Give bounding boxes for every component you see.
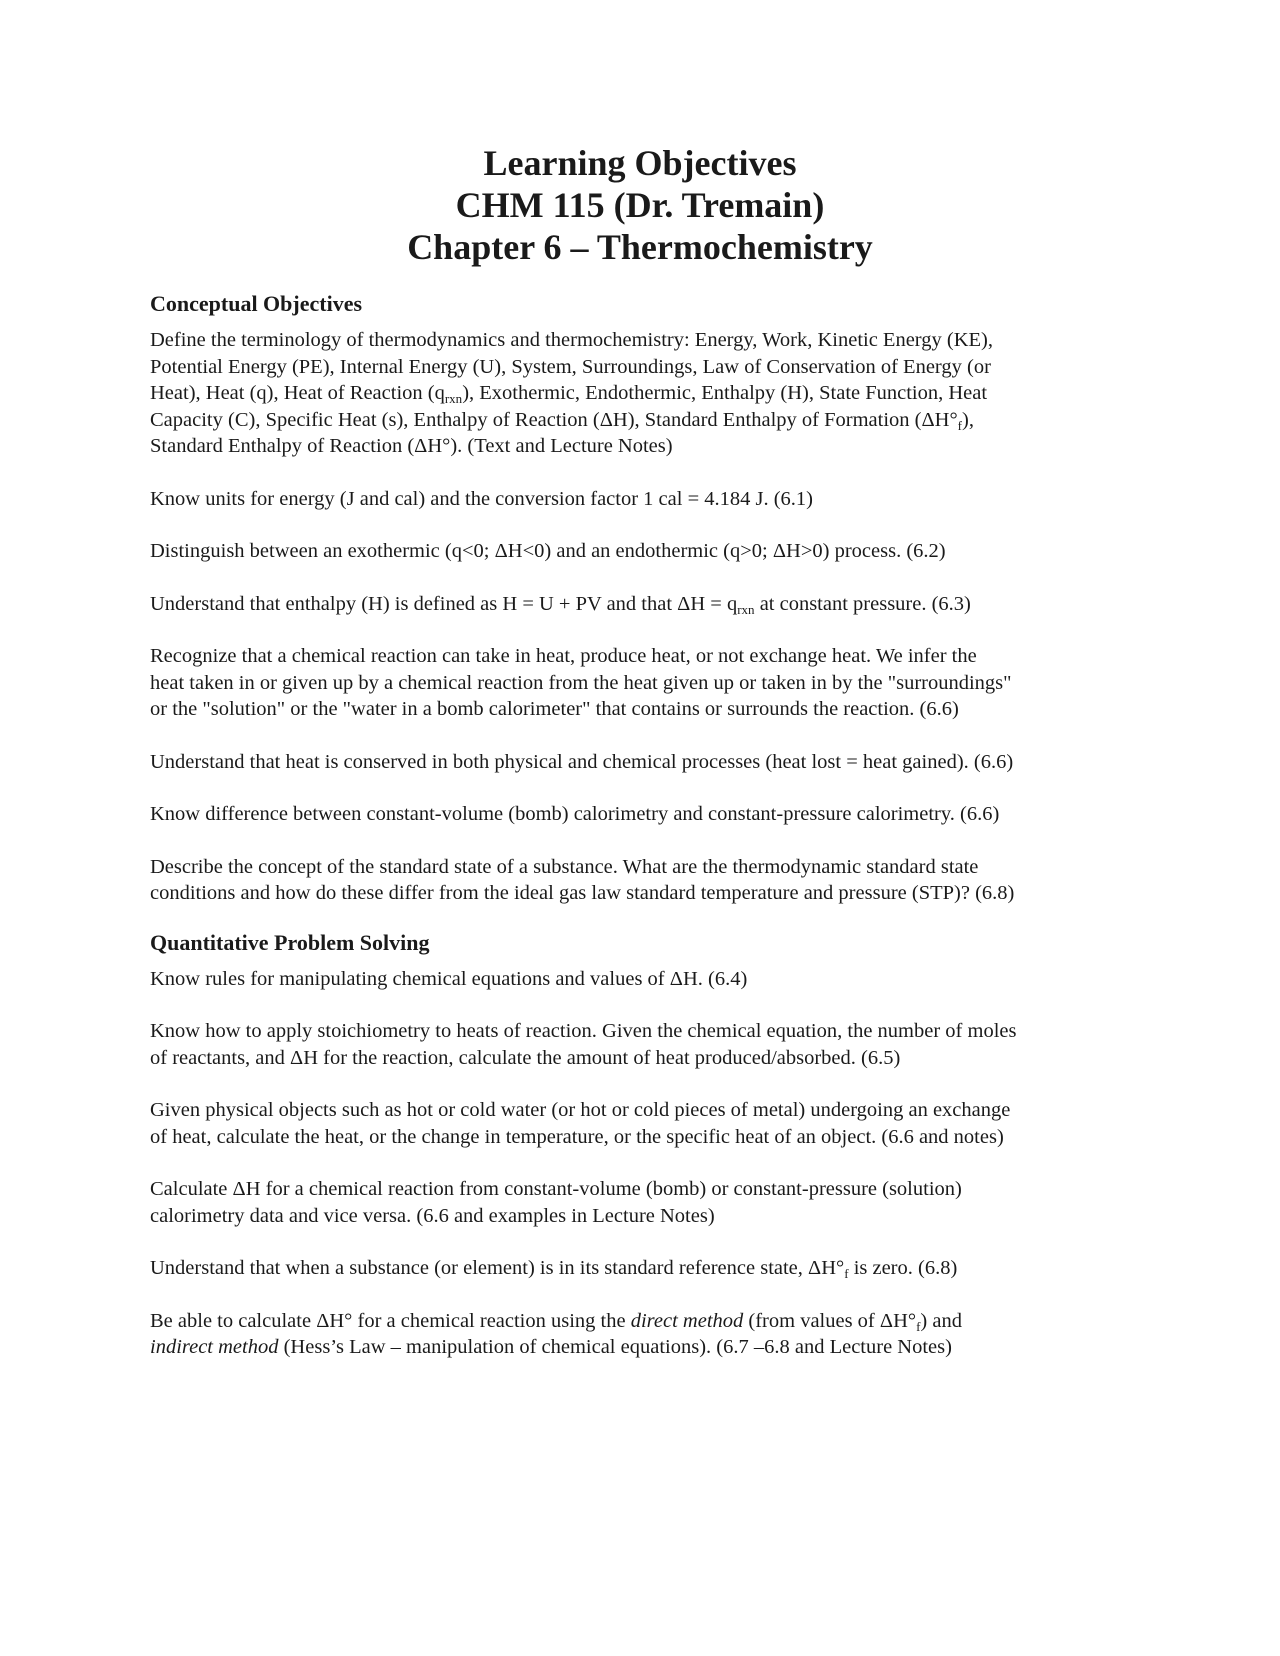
objective-calorimetry-data: Calculate ΔH for a chemical reaction from constant-volume (bomb) or constant-pressure (solution) calorimetry data and vice versa. (6.6 and examples in Lecture Notes) [150,1178,962,1227]
conceptual-objectives-heading: Conceptual Objectives [150,291,363,316]
objective-standard-reference-state: Understand that when a substance (or element) is in its standard reference state, $\Delta H^\circ_f$ is zero. (6.8) [150,1257,958,1281]
title-line-2: CHM 115 (Dr. Tremain) [455,185,825,225]
text-line: Potential Energy (PE), Internal Energy (U), System, Surroundings, Law of Conservation of Energy (or [150,355,991,378]
text-line: Define the terminology of thermodynamics and thermochemistry: Energy, Work, Kinetic Energy (KE), [150,329,993,351]
text-line: Heat), Heat (q), Heat of Reaction $(q_{rxn})$, Exothermic, Endothermic, Enthalpy (H), State Function, Heat [150,382,988,406]
objective-heat-exchange: Recognize that a chemical reaction can take in heat, produce heat, or not exchange heat. We infer the heat taken in or given up by a chemical reaction from the heat given up or taken in by the "surroundings" or the "solution" or the "water in a bomb calorimeter" that contains or surrounds the reaction. (6.6) [150,645,1012,720]
objective-enthalpy-definition: Understand that enthalpy (H) is defined as H = U + PV and that $\Delta H = q_{rxn}$ at constant pressure. (6.3) [150,592,971,617]
text-line: Capacity (C), Specific Heat (s), Enthalpy of Reaction (ΔH), Standard Enthalpy of Formation $(\Delta H^\circ_f)$, [150,408,974,433]
text-line: Standard Enthalpy of Reaction (ΔH°). (Text and Lecture Notes) [150,435,673,457]
objective-heat-conservation: Understand that heat is conserved in both physical and chemical processes (heat lost = heat gained). (6.6) [150,750,1014,773]
objective-heat-exchange-calc: Given physical objects such as hot or cold water (or hot or cold pieces of metal) undergoing an exchange of heat, calculate the heat, or the change in temperature, or the specific heat of an object. (6.6 and notes) [150,1099,1011,1148]
objective-exo-endothermic: Distinguish between an exothermic (q<0; ΔH<0) and an endothermic (q>0; ΔH>0) process. (6.2) [150,540,946,562]
objective-hess-law: Be able to calculate ΔH° for a chemical reaction using the direct method (from values of $\Delta H^\circ_f$) and indirect method (Hess’s Law – manipulation of chemical equations). (6.7 –6.8 and Lecture Notes) [150,1309,962,1358]
objective-stoichiometry-heats: Know how to apply stoichiometry to heats of reaction. Given the chemical equation, the number of moles of reactants, and ΔH for the reaction, calculate the amount of heat produced/absorbed. (6.5) [150,1020,1017,1069]
objective-standard-state: Describe the concept of the standard state of a substance. What are the thermodynamic standard state conditions and how do these differ from the ideal gas law standard temperature and pressure (STP)? (6.8) [150,855,1015,904]
objective-terminology [150,327,1130,460]
objective-manipulating-equations: Know rules for manipulating chemical equations and values of ΔH. (6.4) [150,967,748,990]
objective-calorimetry-types: Know difference between constant-volume (bomb) calorimetry and constant-pressure calorimetry. (6.6) [150,803,1000,825]
title-line-1: Learning Objectives [483,143,797,183]
title-line-3: Chapter 6 – Thermochemistry [407,227,873,267]
objective-energy-units: Know units for energy (J and cal) and the conversion factor 1 cal = 4.184 J. (6.1) [150,487,814,510]
document-body [150,290,1130,1387]
document-title [0,142,1280,268]
quantitative-problem-solving-heading: Quantitative Problem Solving [150,929,430,955]
